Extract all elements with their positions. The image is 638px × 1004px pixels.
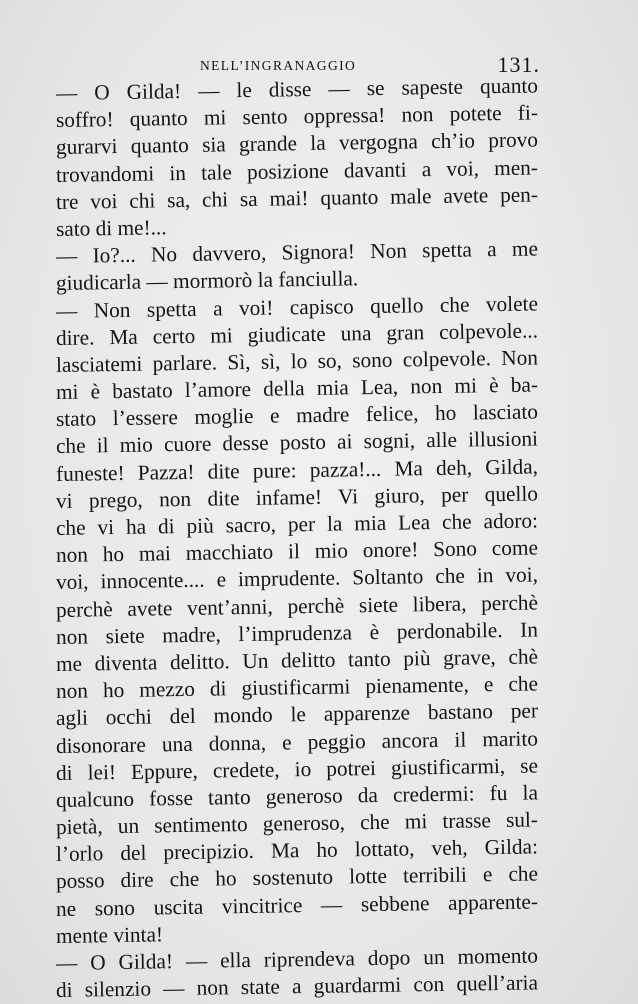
text-line: non ho mai macchiato il mio onore! Sono come [55, 535, 539, 568]
text-line: funeste! Pazza! dite pure: pazza!... Ma deh, Gilda, [55, 454, 539, 486]
text-line: l’orlo del precipizio. Ma ho lottato, veh, Gilda: [55, 834, 539, 867]
text-line: che il mio cuore desse posto ai sogni, alle illusioni [55, 426, 539, 459]
text-line: posso dire che ho sostenuto lotte terribili e che [55, 861, 539, 894]
text-line: agli occhi del mondo le apparenze bastano per [55, 698, 539, 731]
text-line: soffro! quanto mi sento oppressa! non potete fi- [55, 100, 539, 133]
text-line: non siete madre, l’imprudenza è perdonabile. In [55, 617, 539, 649]
text-line: che vi ha di più sacro, per la mia Lea che adoro: [55, 508, 539, 540]
text-line: tre voi chi sa, chi sa mai! quanto male avete pen- [55, 182, 539, 214]
text-line: me diventa delitto. Un delitto tanto più grave, chè [55, 644, 539, 676]
text-line: disonorare una donna, e peggio ancora il marito [55, 725, 539, 758]
text-line: mi è bastato l’amore della mia Lea, non mi è ba- [55, 372, 539, 405]
text-line: lasciatemi parlare. Sì, sì, lo so, sono colpevole. Non [55, 345, 539, 377]
text-line: trovandomi in tale posizione davanti a voi, men- [55, 154, 539, 187]
text-line: giudicarla — mormorò la fanciulla. [55, 266, 359, 296]
text-line: gurarvi quanto sia grande la vergogna ch’io provo [55, 127, 539, 160]
text-line: voi, innocente.... e imprudente. Soltanto che in voi, [55, 562, 539, 595]
body-text [55, 73, 539, 1004]
text-line: qualcuno fosse tanto generoso da credermi: fu la [55, 780, 539, 812]
text-line: di lei! Eppure, credete, io potrei giustificarmi, se [55, 753, 539, 785]
text-line: — O Gilda! — le disse — se sapeste quanto [55, 73, 539, 105]
text-line: — Io?... No davvero, Signora! Non spetta a me [55, 236, 539, 269]
text-line: mente vinta! [55, 922, 164, 948]
text-line: dire. Ma certo mi giudicate una gran colpevole... [55, 318, 539, 350]
text-line: — O Gilda! — ella riprendeva dopo un momento [55, 943, 539, 975]
text-line: — Non spetta a voi! capisco quello che volete [55, 290, 539, 323]
text-line: sato di me!... [55, 215, 167, 241]
text-line: perchè avete vent’anni, perchè siete libera, perchè [55, 589, 539, 622]
text-line: ne sono uscita vincitrice — sebbene apparente- [55, 889, 539, 921]
running-title: NELL’INGRANAGGIO [200, 58, 357, 73]
text-line: pietà, un sentimento generoso, che mi trasse sul- [55, 807, 539, 840]
text-line: stato l’essere moglie e madre felice, ho lasciato [55, 399, 539, 432]
page-number: 131. [497, 52, 540, 77]
text-line: di silenzio — non state a guardarmi con quell’aria [55, 970, 539, 1003]
text-line: non ho mezzo di giustificarmi pienamente, e che [55, 671, 539, 704]
text-line: vi prego, non dite infame! Vi giuro, per quello [55, 481, 539, 513]
